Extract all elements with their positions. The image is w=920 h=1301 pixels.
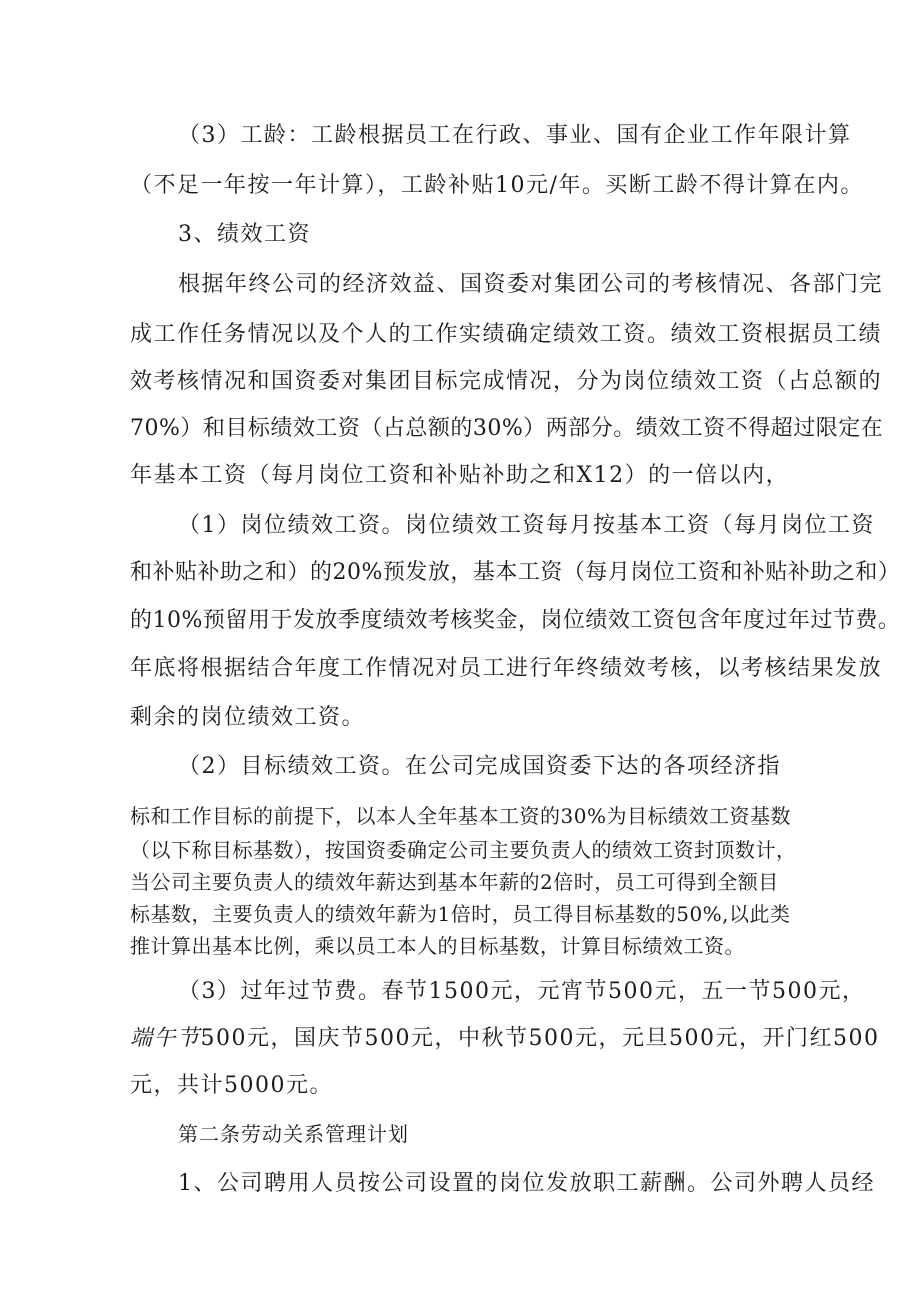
target-performance-line-1: （2）目标绩效工资。在公司完成国资委下达的各项经济指 (178, 754, 781, 779)
holiday-line-1: （3）过年过节费。春节1500元，元宵节500元，五一节500元， (178, 979, 866, 1004)
dragon-boat-festival-text: 端午节 (130, 1026, 201, 1051)
performance-line-2: 成工作任务情况以及个人的工作实绩确定绩效工资。绩效工资根据员工绩 (130, 322, 883, 347)
performance-line-5: 年基本工资（每月岗位工资和补贴补助之和X12）的一倍以内， (130, 463, 790, 488)
performance-line-1: 根据年终公司的经济效益、国资委对集团公司的考核情况、各部门完 (178, 272, 884, 297)
target-performance-line-3: （以下称目标基数），按国资委确定公司主要负责人的绩效工资封顶数计， (130, 838, 797, 862)
post-performance-line-2: 和补贴补助之和）的20%预发放，基本工资（每月岗位工资和补贴补助之和） (130, 560, 901, 585)
target-performance-line-6: 推计算出基本比例，乘以员工本人的目标基数，计算目标绩效工资。 (130, 934, 745, 958)
target-performance-line-4: 当公司主要负责人的绩效年薪达到基本年薪的2倍时，员工可得到全额目 (130, 870, 779, 894)
article-2-line-1: 1、公司聘用人员按公司设置的岗位发放职工薪酬。公司外聘人员经 (178, 1171, 875, 1196)
holiday-line-3: 元，共计5000元。 (130, 1073, 333, 1098)
work-years-line-1: （3）工龄：工龄根据员工在行政、事业、国有企业工作年限计算 (178, 123, 852, 148)
post-performance-line-4: 年底将根据结合年度工作情况对员工进行年终绩效考核，以考核结果发放 (130, 656, 883, 681)
holiday-line-2 (130, 1021, 879, 1052)
target-performance-line-2: 标和工作目标的前提下，以本人全年基本工资的30%为目标绩效工资基数 (130, 804, 791, 828)
performance-line-3: 效考核情况和国资委对集团目标完成情况，分为岗位绩效工资（占总额的 (130, 369, 883, 394)
performance-line-4: 70%）和目标绩效工资（占总额的30%）两部分。绩效工资不得超过限定在 (130, 416, 884, 441)
post-performance-line-1: （1）岗位绩效工资。岗位绩效工资每月按基本工资（每月岗位工资 (178, 513, 875, 538)
holiday-line-2-rest: 500元，国庆节500元，中秋节500元，元旦500元，开门红500 (200, 1026, 880, 1051)
heading-article-2: 第二条劳动关系管理计划 (178, 1122, 409, 1146)
post-performance-line-5: 剩余的岗位绩效工资。 (130, 705, 366, 730)
heading-performance-pay: 3、绩效工资 (178, 222, 311, 247)
post-performance-line-3: 的10%预留用于发放季度绩效考核奖金，岗位绩效工资包含年度过年过节费。 (130, 608, 901, 633)
target-performance-line-5: 标基数，主要负责人的绩效年薪为1倍时，员工得目标基数的50%,以此类 (130, 902, 791, 926)
work-years-line-2: （不足一年按一年计算），工龄补贴10元/年。买断工龄不得计算在内。 (130, 173, 864, 198)
